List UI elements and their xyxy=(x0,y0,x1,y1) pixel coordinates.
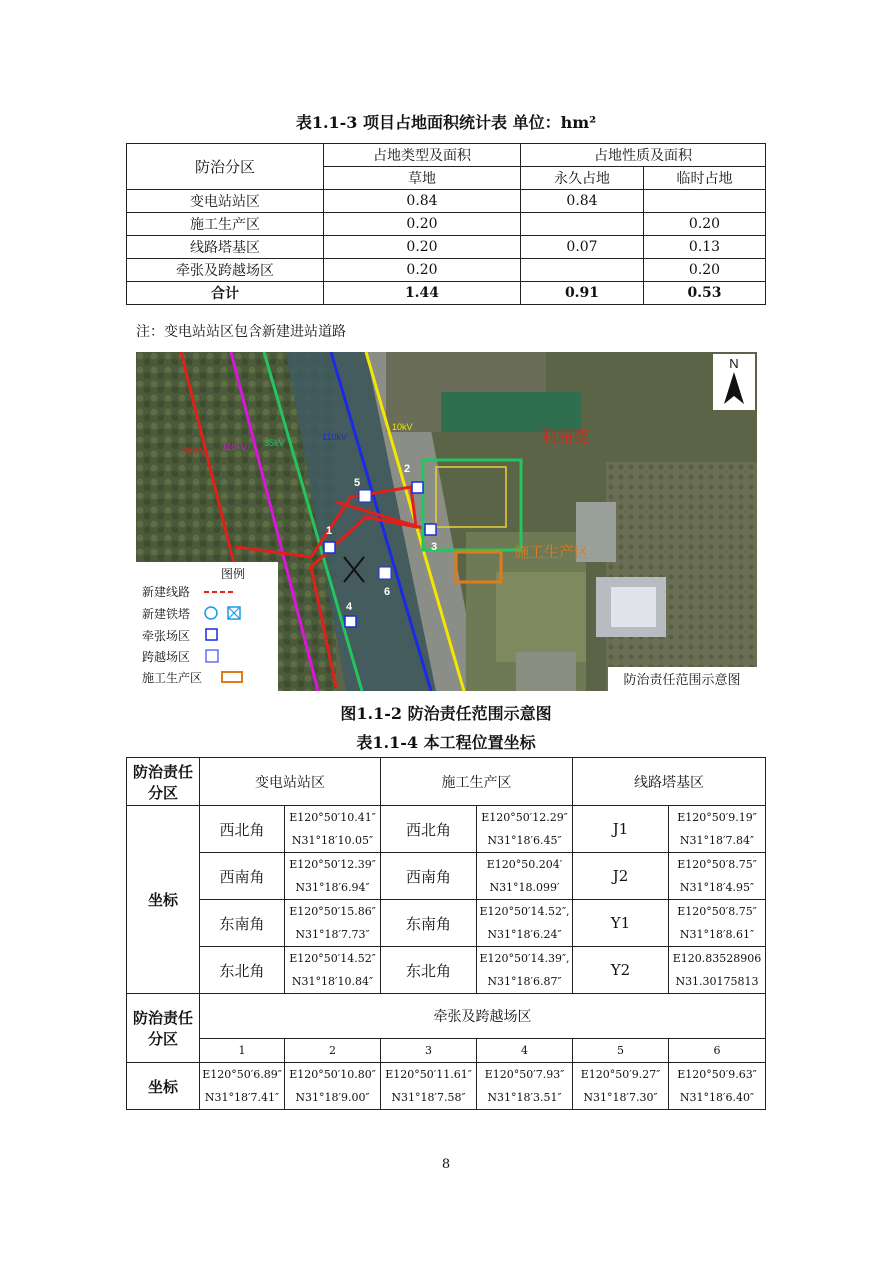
pull-number: 2 xyxy=(285,1039,381,1063)
row-grass: 0.20 xyxy=(324,213,521,236)
construction-site-label: 施工生产区 xyxy=(514,543,590,561)
coord-n: N31°18′7.30″ xyxy=(583,1091,658,1104)
coord-e: E120°50′10.80″ xyxy=(289,1068,376,1081)
marker-box-4 xyxy=(345,616,356,627)
coord-cell xyxy=(669,806,766,853)
table1-caption: 表1.1-3 项目占地面积统计表 单位：hm² xyxy=(295,113,597,132)
coord-n: N31°18′6.40″ xyxy=(679,1091,755,1104)
marker-6: 6 xyxy=(384,586,391,598)
pull-number-row xyxy=(127,1039,766,1063)
coord-cell xyxy=(285,853,381,900)
coord-cell xyxy=(477,1063,573,1110)
coord-cell xyxy=(669,853,766,900)
building-roof xyxy=(611,587,656,627)
coord-n: N31°18′10.84″ xyxy=(291,975,374,988)
field-south xyxy=(516,652,576,691)
header-temporary: 临时占地 xyxy=(644,167,766,190)
total-row xyxy=(127,282,766,305)
pull-number: 1 xyxy=(200,1039,285,1063)
legend-title: 图例 xyxy=(221,567,246,581)
header-pull-area: 牵张及跨越场区 xyxy=(200,994,766,1039)
coord-e: E120°50′8.75″ xyxy=(677,905,757,918)
corner-label: 西北角 xyxy=(200,806,285,853)
marker-4: 4 xyxy=(346,601,353,613)
label-magenta: 110kV xyxy=(222,442,247,452)
header-tower: 线路塔基区 xyxy=(573,758,766,806)
coord-cell xyxy=(669,947,766,994)
header-substation: 变电站站区 xyxy=(200,758,381,806)
tower-label: Y2 xyxy=(573,947,669,994)
total-label: 合计 xyxy=(127,282,324,305)
row-zone: 施工生产区 xyxy=(127,213,324,236)
marker-2: 2 xyxy=(404,463,411,475)
table-row xyxy=(127,259,766,282)
pull-number: 5 xyxy=(573,1039,669,1063)
coord-n: N31°18′6.45″ xyxy=(487,834,562,847)
coord-cell xyxy=(669,1063,766,1110)
row-perm xyxy=(521,259,644,282)
coord-e: E120°50′12.39″ xyxy=(289,858,376,871)
header-zone-2: 防治责任分区 xyxy=(127,994,200,1063)
coord-cell xyxy=(285,947,381,994)
coord-e: E120°50′12.29″ xyxy=(481,811,568,824)
orchard-east xyxy=(606,462,757,691)
tower-label: J2 xyxy=(573,853,669,900)
map-title-text: 防治责任范围示意图 xyxy=(623,673,741,688)
label-10kv: 10kV xyxy=(392,422,413,432)
coord-cell xyxy=(477,947,573,994)
coord-n: N31°18′7.84″ xyxy=(679,834,755,847)
total-perm: 0.91 xyxy=(521,282,644,305)
tower-label: J1 xyxy=(573,806,669,853)
row-grass: 0.20 xyxy=(324,259,521,282)
legend-pull-label: 牵张场区 xyxy=(142,629,191,643)
coord-label: 坐标 xyxy=(127,806,200,994)
marker-1: 1 xyxy=(326,525,333,537)
coord-n: N31°18.099′ xyxy=(489,881,560,894)
legend-cross-label: 跨越场区 xyxy=(142,650,191,664)
table-row xyxy=(127,947,766,994)
site-map xyxy=(136,352,757,691)
coord-n: N31.30175813 xyxy=(675,975,759,988)
page-number: 8 xyxy=(441,1157,451,1172)
table-row xyxy=(127,213,766,236)
tower-label: Y1 xyxy=(573,900,669,947)
coord-e: E120°50′9.19″ xyxy=(677,811,757,824)
row-perm: 0.07 xyxy=(521,236,644,259)
header-construction: 施工生产区 xyxy=(381,758,573,806)
label-220kv: 220kV xyxy=(180,446,206,456)
row-temp xyxy=(644,190,766,213)
coord-n: N31°18′9.00″ xyxy=(295,1091,370,1104)
north-arrow xyxy=(713,354,755,410)
corner-label: 东北角 xyxy=(381,947,477,994)
table-row xyxy=(127,236,766,259)
header-zone: 防治分区 xyxy=(127,144,324,190)
table-row xyxy=(127,900,766,947)
marker-box-1 xyxy=(324,542,335,553)
marker-box-2 xyxy=(412,482,423,493)
legend-tower-label: 新建铁塔 xyxy=(142,607,191,621)
coord-n: N31°18′6.87″ xyxy=(487,975,562,988)
pull-number: 3 xyxy=(381,1039,477,1063)
row-perm xyxy=(521,213,644,236)
legend-line-label: 新建线路 xyxy=(142,585,191,599)
coord-n: N31°18′10.05″ xyxy=(291,834,374,847)
legend xyxy=(136,562,278,691)
coord-e: E120°50′11.61″ xyxy=(385,1068,472,1081)
corner-label: 西南角 xyxy=(200,853,285,900)
table-row xyxy=(127,190,766,213)
coord-n: N31°18′8.61″ xyxy=(679,928,755,941)
header-permanent: 永久占地 xyxy=(521,167,644,190)
coord-e: E120°50′9.63″ xyxy=(677,1068,757,1081)
row-temp: 0.20 xyxy=(644,213,766,236)
pull-number: 4 xyxy=(477,1039,573,1063)
corner-label: 东北角 xyxy=(200,947,285,994)
coord-e: E120°50′7.93″ xyxy=(484,1068,565,1081)
corner-label: 东南角 xyxy=(381,900,477,947)
coord-cell xyxy=(285,1063,381,1110)
table-row xyxy=(127,806,766,853)
coord-cell xyxy=(285,900,381,947)
coord-cell xyxy=(477,900,573,947)
total-temp: 0.53 xyxy=(644,282,766,305)
marker-5: 5 xyxy=(354,477,361,489)
coord-e: E120°50′15.86″ xyxy=(289,905,376,918)
total-grass: 1.44 xyxy=(324,282,521,305)
coord-cell xyxy=(285,806,381,853)
row-perm: 0.84 xyxy=(521,190,644,213)
corner-label: 东南角 xyxy=(200,900,285,947)
field-oval xyxy=(496,572,586,662)
coord-cell xyxy=(477,806,573,853)
marker-box-3 xyxy=(425,524,436,535)
coord-cell xyxy=(669,900,766,947)
row-temp: 0.20 xyxy=(644,259,766,282)
coord-e: E120°50′14.39″, xyxy=(479,952,570,965)
table2-caption: 表1.1-4 本工程位置坐标 xyxy=(356,733,536,752)
coord-cell xyxy=(477,853,573,900)
legend-site-label: 施工生产区 xyxy=(142,671,203,685)
coord-e: E120.83528906 xyxy=(672,952,762,965)
header-nature: 占地性质及面积 xyxy=(521,144,766,167)
row-grass: 0.84 xyxy=(324,190,521,213)
coord-cell xyxy=(200,1063,285,1110)
coord-cell xyxy=(573,1063,669,1110)
row-grass: 0.20 xyxy=(324,236,521,259)
coord-n: N31°18′7.73″ xyxy=(295,928,370,941)
label-35kv: 35kV xyxy=(264,438,285,448)
table-row xyxy=(127,853,766,900)
land-area-table xyxy=(126,143,766,305)
marker-3: 3 xyxy=(431,541,438,553)
coord-n: N31°18′6.24″ xyxy=(487,928,562,941)
pull-coord-row xyxy=(127,1063,766,1110)
header-grass: 草地 xyxy=(324,167,521,190)
coord-e: E120°50′8.75″ xyxy=(677,858,757,871)
header-type: 占地类型及面积 xyxy=(324,144,521,167)
row-zone: 变电站站区 xyxy=(127,190,324,213)
coord-e: E120°50′14.52″ xyxy=(289,952,376,965)
coord-n: N31°18′6.94″ xyxy=(295,881,370,894)
coord-n: N31°18′7.58″ xyxy=(391,1091,466,1104)
marker-box-6 xyxy=(379,567,391,579)
figure-caption: 图1.1-2 防治责任范围示意图 xyxy=(340,704,552,723)
pull-number: 6 xyxy=(669,1039,766,1063)
north-letter: N xyxy=(729,356,739,371)
coord-e: E120°50.204′ xyxy=(486,858,563,871)
coord-n: N31°18′3.51″ xyxy=(487,1091,562,1104)
coord-label-2: 坐标 xyxy=(127,1063,200,1110)
coordinates-table xyxy=(126,757,766,1110)
row-temp: 0.13 xyxy=(644,236,766,259)
substation-label: 利浦变 xyxy=(541,427,590,446)
label-110kv: 110kV xyxy=(322,432,347,442)
coord-e: E120°50′10.41″ xyxy=(289,811,376,824)
pond xyxy=(441,392,581,432)
marker-box-5 xyxy=(359,490,371,502)
coord-cell xyxy=(381,1063,477,1110)
corner-label: 西北角 xyxy=(381,806,477,853)
coord-e: E120°50′9.27″ xyxy=(580,1068,661,1081)
map-svg xyxy=(136,352,757,691)
coord-n: N31°18′7.41″ xyxy=(204,1091,280,1104)
row-zone: 线路塔基区 xyxy=(127,236,324,259)
coord-e: E120°50′14.52″, xyxy=(479,905,570,918)
corner-label: 西南角 xyxy=(381,853,477,900)
header-zone: 防治责任分区 xyxy=(127,758,200,806)
table1-note: 注：变电站站区包含新建进站道路 xyxy=(136,324,346,340)
coord-e: E120°50′6.89″ xyxy=(202,1068,282,1081)
coord-n: N31°18′4.95″ xyxy=(679,881,755,894)
row-zone: 牵张及跨越场区 xyxy=(127,259,324,282)
